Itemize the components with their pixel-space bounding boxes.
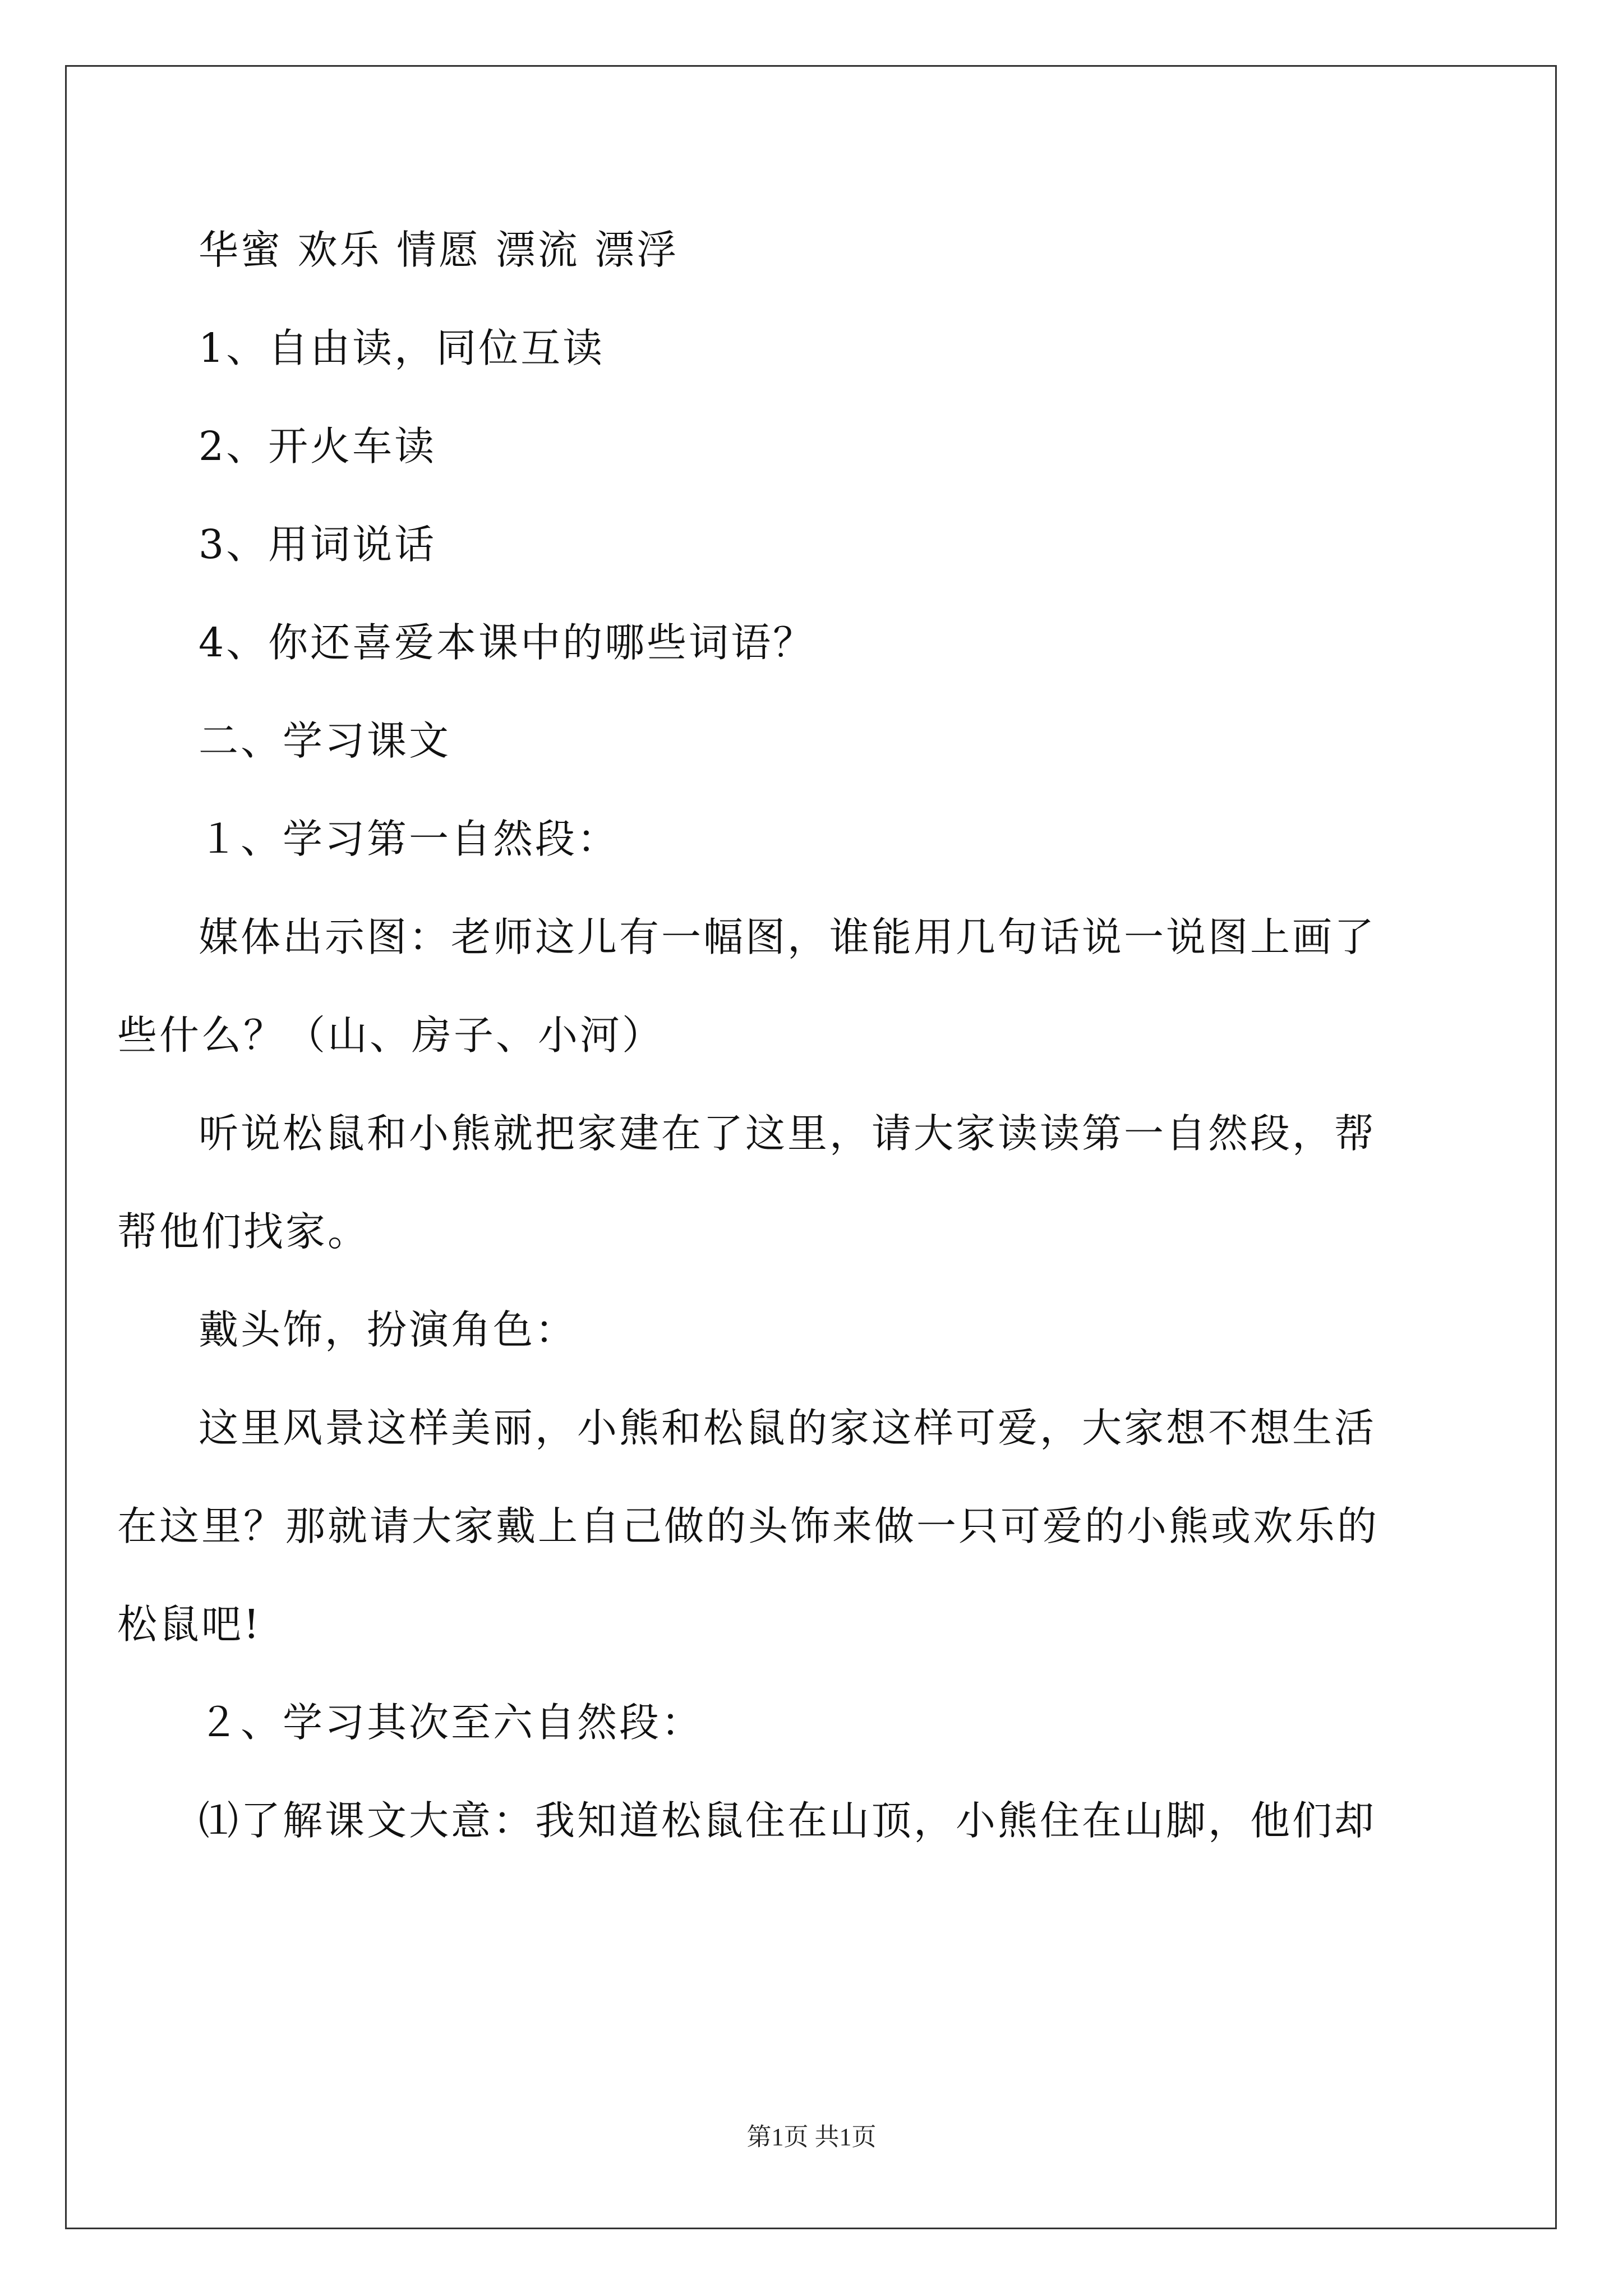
headwear-role-line: 戴头饰，扮演角色： [199,1306,578,1353]
page-number: 第1页 共1页 [746,2123,877,2151]
step-2-line: 2、开火车读 [199,423,437,470]
vocabulary-line: 华蜜 欢乐 情愿 漂流 漂浮 [199,227,679,273]
paragraph-find-home-line-2: 帮他们找家。 [117,1208,370,1255]
subsection-heading-1: １、学习第一自然段： [199,816,620,862]
paragraph-scenery-line-2: 在这里？那就请大家戴上自己做的头饰来做一只可爱的小熊或欢乐的 [117,1503,1380,1549]
step-3-line: 3、用词说话 [199,521,437,568]
paragraph-scenery-line-1: 这里风景这样美丽，小熊和松鼠的家这样可爱，大家想不想生活 [199,1405,1377,1451]
step-1-line: 1、自由读，同位互读 [199,325,605,371]
subsection-heading-2: ２、学习其次至六自然段： [199,1699,704,1746]
paragraph-main-idea-line-1: ⑴了解课文大意：我知道松鼠住在山顶，小熊住在山脚，他们却 [199,1797,1377,1844]
step-4-line: 4、你还喜爱本课中的哪些词语？ [199,619,815,666]
paragraph-media-line-1: 媒体出示图：老师这儿有一幅图，谁能用几句话说一说图上画了 [199,914,1377,960]
paragraph-find-home-line-1: 听说松鼠和小熊就把家建在了这里，请大家读读第一自然段，帮 [199,1110,1377,1157]
section-heading-2: 二、学习课文 [199,717,451,764]
paragraph-media-line-2: 些什么？（山、房子、小河） [117,1012,665,1059]
paragraph-scenery-line-3: 松鼠吧! [117,1601,262,1648]
